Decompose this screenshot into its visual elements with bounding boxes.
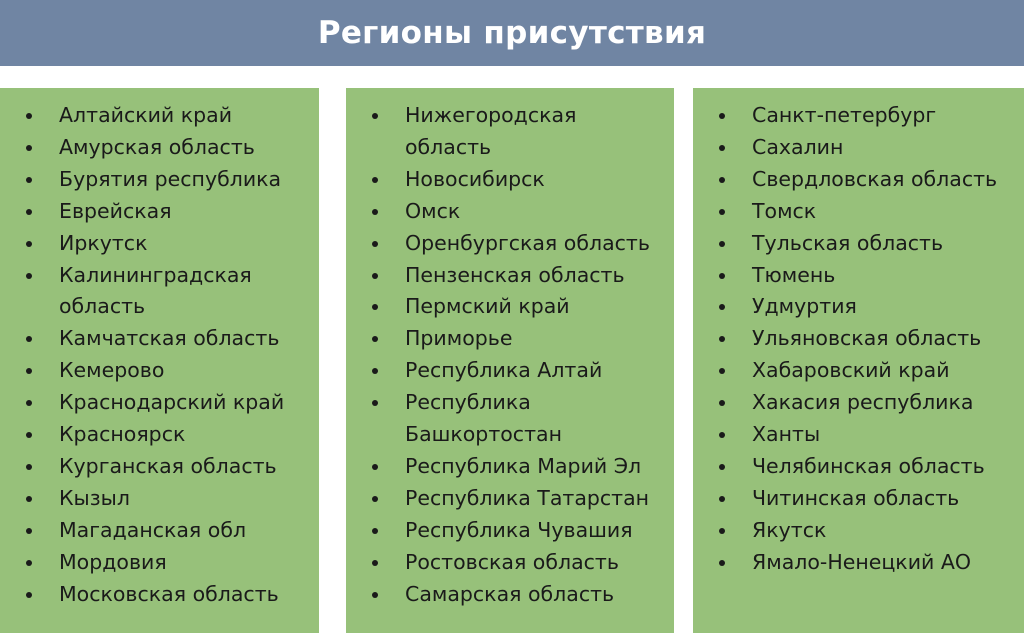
bullet-icon (372, 560, 378, 566)
list-item (693, 260, 1024, 292)
region-name: Московская область (59, 581, 279, 606)
region-name: Свердловская область (752, 166, 998, 191)
bullet-icon (372, 592, 378, 598)
region-name: Якутск (752, 517, 827, 542)
list-item (346, 387, 629, 451)
region-name: Приморье (405, 326, 513, 351)
region-name: Удмуртия (752, 294, 857, 319)
bullet-icon (26, 560, 32, 566)
list-item (0, 387, 319, 419)
list-item (0, 355, 319, 387)
region-name: Самарская область (405, 581, 615, 606)
list-item (693, 100, 1024, 132)
list-item (693, 483, 1024, 515)
list-item (0, 323, 319, 355)
bullet-icon (372, 209, 378, 215)
list-item (346, 579, 674, 611)
bullet-icon (26, 145, 32, 151)
region-name: Хакасия республика (752, 390, 974, 415)
list-item (346, 355, 674, 387)
region-name: Тульская область (752, 230, 944, 255)
region-name: Иркутск (59, 230, 148, 255)
region-name: Курганская область (59, 453, 277, 478)
region-name: Республика Башкортостан (405, 390, 562, 447)
list-item (346, 228, 674, 260)
region-list (693, 100, 1024, 579)
bullet-icon (26, 528, 32, 534)
list-item (693, 387, 1024, 419)
region-name: Санкт-петербург (752, 103, 937, 127)
list-item (693, 132, 1024, 164)
region-name: Республика Татарстан (405, 485, 650, 510)
bullet-icon (26, 592, 32, 598)
list-item (0, 579, 319, 611)
region-name: Новосибирск (405, 166, 545, 191)
list-item (346, 100, 629, 164)
region-name: Мордовия (59, 549, 167, 574)
bullet-icon (26, 400, 32, 406)
bullet-icon (26, 432, 32, 438)
region-column-1 (0, 88, 319, 633)
region-column-2 (346, 88, 674, 633)
bullet-icon (719, 496, 725, 502)
list-item (0, 228, 319, 260)
region-name: Алтайский край (59, 103, 233, 127)
list-item (346, 515, 674, 547)
region-name: Сахалин (752, 134, 844, 159)
list-item (346, 323, 674, 355)
region-name: Кызыл (59, 485, 130, 510)
list-item (0, 260, 293, 324)
region-column-3 (693, 88, 1024, 633)
list-item (693, 515, 1024, 547)
region-name: Ямало-Ненецкий АО (752, 549, 972, 574)
bullet-icon (719, 528, 725, 534)
list-item (0, 483, 319, 515)
bullet-icon (372, 177, 378, 183)
list-item (693, 355, 1024, 387)
list-item (0, 515, 319, 547)
bullet-icon (26, 336, 32, 342)
region-name: Нижегородская область (405, 103, 577, 159)
list-item (346, 483, 674, 515)
list-item (693, 419, 1024, 451)
list-item (693, 323, 1024, 355)
list-item (0, 419, 319, 451)
bullet-icon (719, 113, 725, 119)
region-name: Республика Чувашия (405, 517, 633, 542)
region-name: Читинская область (752, 485, 960, 510)
list-item (693, 164, 1024, 196)
bullet-icon (372, 400, 378, 406)
list-item (0, 547, 319, 579)
bullet-icon (372, 336, 378, 342)
header-banner (0, 0, 1024, 66)
list-item (693, 196, 1024, 228)
bullet-icon (719, 241, 725, 247)
region-name: Томск (752, 198, 817, 223)
bullet-icon (719, 400, 725, 406)
list-item (346, 451, 674, 483)
region-name: Ханты (752, 422, 821, 447)
bullet-icon (26, 273, 32, 279)
region-name: Республика Марий Эл (405, 453, 642, 478)
bullet-icon (26, 464, 32, 470)
bullet-icon (372, 464, 378, 470)
region-name: Краснодарский край (59, 390, 285, 415)
bullet-icon (26, 209, 32, 215)
bullet-icon (26, 368, 32, 374)
list-item (0, 132, 319, 164)
region-name: Амурская область (59, 134, 255, 159)
bullet-icon (719, 560, 725, 566)
list-item (693, 228, 1024, 260)
list-item (0, 100, 319, 132)
bullet-icon (372, 241, 378, 247)
list-item (693, 451, 1024, 483)
region-name: Пермский край (405, 294, 570, 319)
bullet-icon (26, 496, 32, 502)
bullet-icon (372, 304, 378, 310)
region-name: Магаданская обл (59, 517, 247, 542)
bullet-icon (719, 304, 725, 310)
list-item (693, 291, 1024, 323)
list-item (693, 547, 1024, 579)
region-name: Бурятия республика (59, 166, 282, 191)
bullet-icon (719, 368, 725, 374)
bullet-icon (372, 273, 378, 279)
list-item (346, 260, 674, 292)
bullet-icon (372, 113, 378, 119)
list-item (346, 547, 674, 579)
bullet-icon (26, 241, 32, 247)
page-title: Регионы присутствия (317, 15, 707, 51)
list-item (346, 164, 674, 196)
bullet-icon (719, 209, 725, 215)
region-name: Калининградская область (59, 262, 252, 319)
region-name: Хабаровский край (752, 358, 950, 383)
region-name: Еврейская (59, 198, 172, 223)
bullet-icon (719, 273, 725, 279)
list-item (0, 451, 319, 483)
bullet-icon (719, 177, 725, 183)
region-list (346, 100, 674, 611)
region-name: Красноярск (59, 422, 186, 447)
bullet-icon (719, 464, 725, 470)
region-name: Камчатская область (59, 326, 280, 351)
bullet-icon (372, 368, 378, 374)
region-name: Оренбургская область (405, 230, 650, 255)
region-name: Ростовская область (405, 549, 619, 574)
region-name: Пензенская область (405, 262, 625, 287)
list-item (346, 196, 674, 228)
region-list (0, 100, 319, 611)
region-name: Челябинская область (752, 453, 985, 478)
bullet-icon (719, 432, 725, 438)
list-item (0, 164, 319, 196)
list-item (0, 196, 319, 228)
bullet-icon (26, 113, 32, 119)
region-name: Омск (405, 198, 461, 223)
list-item (346, 291, 674, 323)
region-name: Тюмень (752, 262, 836, 287)
bullet-icon (719, 336, 725, 342)
bullet-icon (372, 528, 378, 534)
region-name: Кемерово (59, 358, 165, 383)
bullet-icon (372, 496, 378, 502)
region-name: Республика Алтай (405, 358, 603, 383)
bullet-icon (26, 177, 32, 183)
bullet-icon (719, 145, 725, 151)
region-name: Ульяновская область (752, 326, 982, 351)
